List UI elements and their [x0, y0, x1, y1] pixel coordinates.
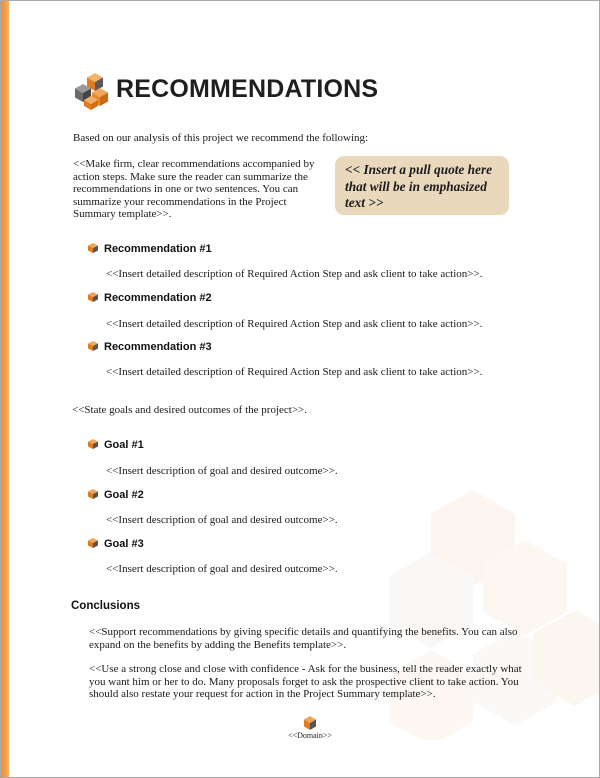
conclusions-paragraph-2 [89, 663, 529, 701]
recommendation-summary-paragraph [73, 158, 335, 221]
cube-bullet-icon [88, 292, 98, 302]
goal-2-heading: Goal #2 [88, 488, 144, 502]
paragraph-line: <<Use a strong close and close with confidence - Ask for the business, tell the reader exactly what [89, 663, 522, 675]
recommendation-2-description: <<Insert detailed description of Required Action Step and ask client to take action>>. [106, 318, 483, 330]
pull-quote-line: text >> [345, 195, 384, 210]
cube-bullet-icon [88, 439, 98, 449]
cube-footer-icon [303, 716, 317, 730]
recommendation-3-description: <<Insert detailed description of Required Action Step and ask client to take action>>. [106, 366, 483, 378]
pull-quote-line: << Insert a pull quote here [345, 162, 493, 177]
pull-quote-box [335, 156, 509, 215]
pull-quote-line: that will be in emphasized [345, 178, 487, 194]
cube-bullet-icon [88, 538, 98, 548]
paragraph-line: you want him or her to do. Many proposals forget to ask the prospective client to take action. You [89, 675, 519, 688]
paragraph-line: should also restate your request for action in the Project Summary template>>. [89, 688, 436, 701]
footer-domain-text: <<Domain>> [288, 731, 332, 740]
cube-bullet-icon [88, 489, 98, 499]
hexagon-watermark-icon [345, 480, 600, 740]
recommendation-1-description: <<Insert detailed description of Required Action Step and ask client to take action>>. [106, 268, 483, 280]
goal-3-description: <<Insert description of goal and desired outcome>>. [106, 563, 338, 575]
cube-bullet-icon [88, 243, 98, 253]
orange-side-band [0, 0, 9, 778]
page-title: RECOMMENDATIONS [116, 75, 379, 103]
paragraph-line: action steps. Make sure the reader can summarize the [73, 170, 308, 183]
cube-cluster-icon [73, 72, 111, 110]
goal-2-description: <<Insert description of goal and desired outcome>>. [106, 514, 338, 526]
recommendation-1-heading: Recommendation #1 [88, 242, 212, 256]
intro-text: Based on our analysis of this project we recommend the following: [73, 132, 369, 144]
cube-bullet-icon [88, 341, 98, 351]
recommendation-2-heading: Recommendation #2 [88, 291, 212, 305]
paragraph-line: <<Support recommendations by giving specific details and quantifying the benefits. You can also [89, 626, 518, 638]
paragraph-line: <<Make firm, clear recommendations accompanied by [73, 158, 315, 170]
conclusions-paragraph-1 [89, 626, 529, 651]
paragraph-line: recommendations in one or two sentences. You can [73, 183, 299, 196]
conclusions-heading: Conclusions [71, 600, 141, 612]
paragraph-line: expand on the benefits by adding the Benefits template>>. [89, 638, 347, 651]
goal-1-heading: Goal #1 [88, 438, 144, 452]
paragraph-line: Summary template>>. [73, 208, 172, 221]
paragraph-line: summarize your recommendations in the Project [73, 195, 287, 208]
recommendation-3-heading: Recommendation #3 [88, 340, 212, 354]
goal-1-description: <<Insert description of goal and desired outcome>>. [106, 465, 338, 477]
goals-intro-text: <<State goals and desired outcomes of the project>>. [72, 404, 307, 416]
goal-3-heading: Goal #3 [88, 537, 144, 551]
